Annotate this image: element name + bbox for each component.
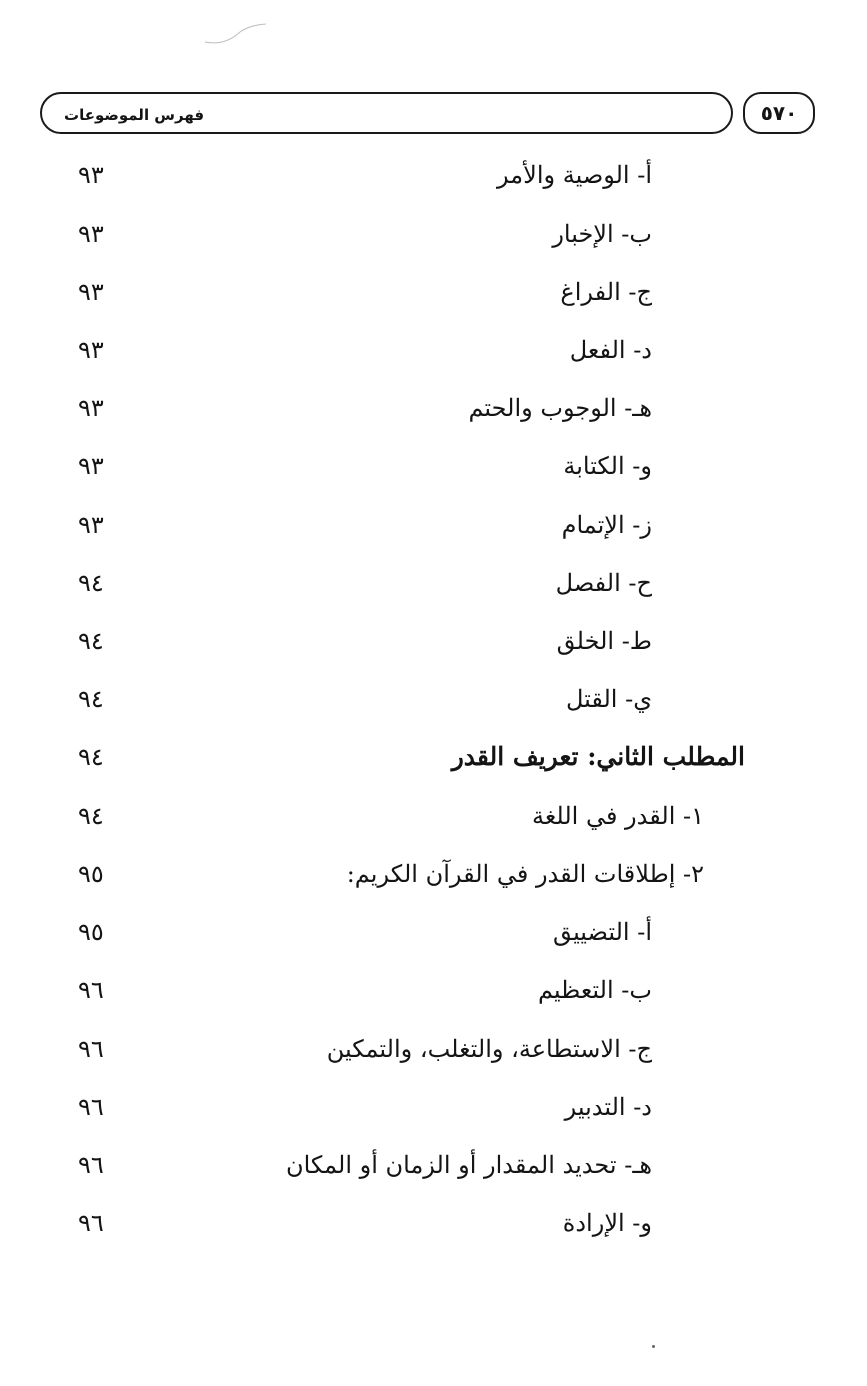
toc-entry bbox=[0, 679, 867, 719]
toc-entry bbox=[0, 505, 867, 545]
toc-entry bbox=[0, 1203, 867, 1243]
page-number: ٥٧٠ bbox=[743, 92, 815, 134]
toc-entry-page: ٩٣ bbox=[78, 511, 104, 539]
toc-entry bbox=[0, 563, 867, 603]
toc-entry-page: ٩٣ bbox=[78, 278, 104, 306]
toc-entry-page: ٩٣ bbox=[78, 394, 104, 422]
toc-entry-label: ي- القتل bbox=[565, 685, 652, 713]
toc-entry-page: ٩٦ bbox=[78, 1035, 104, 1063]
toc-entry-page: ٩٤ bbox=[78, 569, 104, 597]
toc-entry-label: ط- الخلق bbox=[556, 627, 652, 655]
toc-entry-label: هـ- الوجوب والحتم bbox=[468, 394, 652, 422]
toc-entry bbox=[0, 1145, 867, 1185]
toc-entry bbox=[0, 1087, 867, 1127]
toc-entry-page: ٩٣ bbox=[78, 452, 104, 480]
toc-entry-page: ٩٣ bbox=[78, 161, 104, 189]
toc-entry-label: و- الإرادة bbox=[562, 1209, 652, 1237]
toc-section-heading bbox=[0, 737, 867, 777]
running-title: فهرس الموضوعات bbox=[64, 106, 205, 124]
toc-entry-page: ٩٤ bbox=[78, 627, 104, 655]
toc-entry bbox=[0, 446, 867, 486]
toc-entry-label: ٢- إطلاقات القدر في القرآن الكريم: bbox=[346, 860, 704, 888]
toc-entry-label: ج- الاستطاعة، والتغلب، والتمكين bbox=[326, 1035, 652, 1063]
toc-entry-label: و- الكتابة bbox=[563, 452, 652, 480]
toc-entry-label: أ- الوصية والأمر bbox=[497, 161, 652, 189]
toc-entry-page: ٩٦ bbox=[78, 1151, 104, 1179]
toc-entry-label: أ- التضييق bbox=[553, 918, 652, 946]
toc-entry bbox=[0, 970, 867, 1010]
toc-entry-page: ٩٦ bbox=[78, 976, 104, 1004]
toc-entry-page: ٩٥ bbox=[78, 918, 104, 946]
toc-entry bbox=[0, 912, 867, 952]
toc-entry-label: ج- الفراغ bbox=[560, 278, 652, 306]
toc-entry bbox=[0, 796, 867, 836]
toc-entry-label: ح- الفصل bbox=[555, 569, 652, 597]
toc-entry bbox=[0, 272, 867, 312]
toc-entry bbox=[0, 621, 867, 661]
toc-entry-page: ٩٤ bbox=[78, 743, 104, 771]
toc-entry-label: ب- التعظيم bbox=[537, 976, 652, 1004]
toc-entry bbox=[0, 388, 867, 428]
toc-entry-label: د- الفعل bbox=[569, 336, 652, 364]
toc-entry-page: ٩٣ bbox=[78, 220, 104, 248]
toc-entry bbox=[0, 214, 867, 254]
toc-entry bbox=[0, 854, 867, 894]
toc-entry-page: ٩٣ bbox=[78, 336, 104, 364]
toc-entry-page: ٩٤ bbox=[78, 802, 104, 830]
page-header bbox=[40, 92, 815, 138]
toc-entry bbox=[0, 330, 867, 370]
running-title-frame bbox=[40, 92, 733, 134]
toc-entry-page: ٩٦ bbox=[78, 1093, 104, 1121]
toc-entry-page: ٩٥ bbox=[78, 860, 104, 888]
toc-entry-label: ز- الإتمام bbox=[561, 511, 652, 539]
toc-entry-label: ب- الإخبار bbox=[552, 220, 652, 248]
ink-speck bbox=[652, 1345, 655, 1348]
toc-entry-label: د- التدبير bbox=[564, 1093, 652, 1121]
page-smudge bbox=[200, 20, 270, 50]
toc-entry bbox=[0, 155, 867, 195]
toc-entry-page: ٩٤ bbox=[78, 685, 104, 713]
toc-entry-label: هـ- تحديد المقدار أو الزمان أو المكان bbox=[285, 1151, 652, 1179]
toc-heading-label: المطلب الثاني: تعريف القدر bbox=[451, 742, 745, 771]
toc-entry-label: ١- القدر في اللغة bbox=[531, 802, 704, 830]
toc-entry-page: ٩٦ bbox=[78, 1209, 104, 1237]
toc-entry bbox=[0, 1029, 867, 1069]
